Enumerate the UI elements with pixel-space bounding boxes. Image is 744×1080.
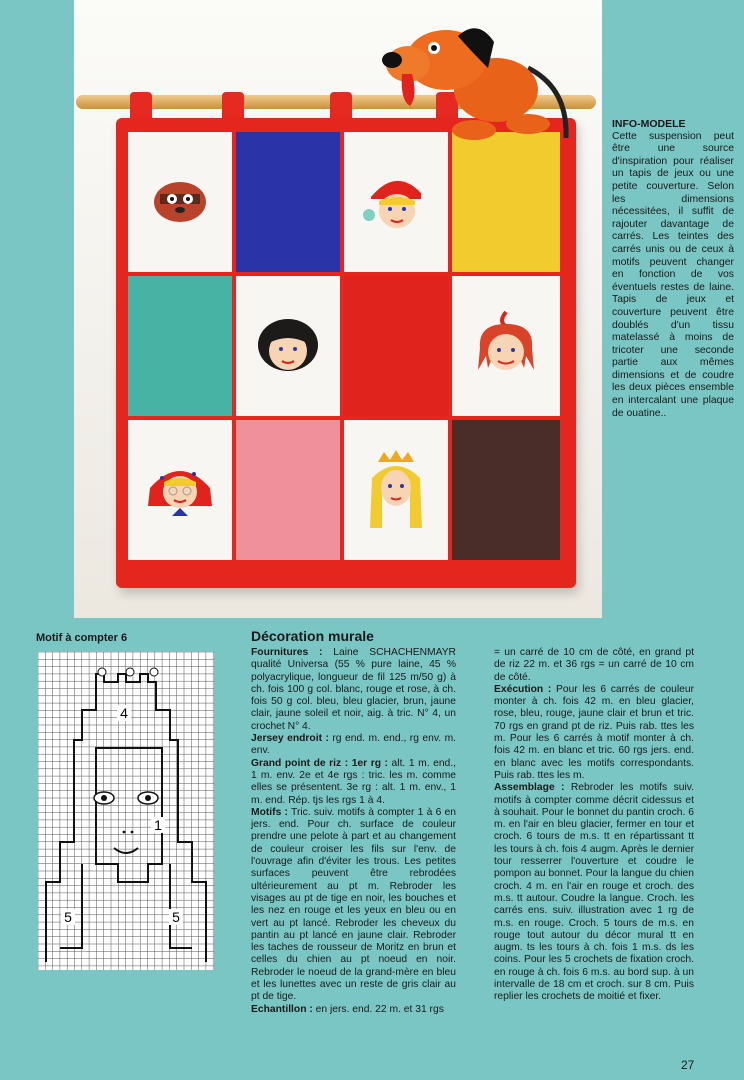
paragraph-text: alt. 1 m. end., 1 m. env. 2e et 4e rgs : tric. les m. comme elles se présentent. 3e rg : alt. 1 m. env., 1 m. end. Rép. tjs les rgs 1 à 4.	[251, 757, 457, 806]
article-title: Décoration murale	[251, 628, 374, 644]
paragraph-label: Exécution :	[494, 683, 552, 695]
page-number: 27	[681, 1058, 695, 1072]
princess-face-icon	[364, 448, 428, 532]
color-code-label: 5	[64, 909, 72, 925]
article-paragraph	[251, 733, 456, 758]
color-code-label: 5	[172, 909, 180, 925]
paragraph-label: Grand point de riz : 1er rg :	[251, 757, 388, 769]
article-paragraph	[251, 758, 456, 807]
toy-dog-icon	[378, 8, 578, 148]
grandma-face-icon	[142, 458, 218, 522]
info-title: INFO-MODELE	[612, 118, 686, 130]
square-moritz-motif	[452, 276, 560, 416]
article-paragraph	[494, 647, 694, 684]
girl-face-icon	[253, 311, 323, 381]
paragraph-text: Tric. suiv. motifs à compter 1 à 6 en jers. end. Pour ch. surface de couleur prendre une pelote à part et au changement de couleur croiser les fils sur l'env. de l'ouvrage afin d'éviter les trous. Les petites surfaces peuvent être rebrodées ultérieurement au pt m. Rebroder les visages au pt de tige en noir, les bouches et les nez en rouge et les yeux en bleu ou en vert au pt lancé. Rebroder les cheveux du pantin au pt lancé en jaune clair. Rebroder les taches de rousseur de Moritz en brun et celles du chien au pt noeud en noir. Rebroder le noeud de la grand-mère en bleu et les lunettes avec un reste de gris clair au pt de tige.	[251, 806, 456, 1003]
crown-jewel	[150, 668, 158, 676]
square-yellow	[452, 132, 560, 272]
motif-title: Motif à compter 6	[36, 632, 128, 644]
color-code-label: 4	[120, 705, 128, 721]
paragraph-label: Fournitures :	[251, 647, 323, 658]
article-paragraph	[494, 782, 694, 1003]
eye-pupil	[101, 795, 107, 801]
square-dog-motif	[128, 132, 232, 272]
puppet-face-icon	[361, 167, 431, 237]
paragraph-label: Motifs :	[251, 806, 288, 818]
paragraph-text: rg end. m. end., rg env. m. env.	[251, 733, 457, 757]
paragraph-label: Assemblage :	[494, 782, 565, 794]
article-column-2	[494, 647, 694, 1004]
article-paragraph	[251, 647, 456, 733]
nose-dot	[131, 831, 134, 834]
article-column-1	[251, 647, 456, 1016]
paragraph-text: Rebroder les motifs suiv. motifs à compter comme décrit cidessus et à souhait. Pour le bonnet du pantin croch. 6 m. en l'air en bleu glacier, fermer en tour et croch. 6 tours de m.s. tt en répartissant tt les tours à ch. fois 4 augm. Après le dernier tour resserrer l'ouverture et coudre le pompon au bonnet. Pour la langue du chien croch. 4 m. en l'air en rouge et croch. des m.s. tt autour. Coudre la langue. Croch. les carrés ens. suiv. illustration avec 1 rg de m.s. en rouge. Croch. 5 tours de m.s. en rouge tout autour du décor mural tt en augm. ts les tours à ch. fois 1 m.s. ds les coins. Pour les 5 crochets de fixation croch. en rouge à ch. fois 6 m.s. au bord sup. à un intervalle de 18 cm et croch. sur 8 cm. Puis replier les crochets de moitié et fixer.	[494, 782, 694, 1003]
square-princess-motif	[344, 420, 448, 560]
square-grandma-motif	[128, 420, 232, 560]
info-modele-box	[612, 118, 734, 420]
paragraph-text: Laine SCHACHENMAYR qualité Universa (55 % pure laine, 45 % polyacrylique, longueur de fil 125 m/50 g) à ch. fois 100 g col. blanc, rouge et rose, à ch. fois 50 g col. bleu, bleu glacier, brun, jaune clair, jaune soleil et noir, aig. à tric. N° 4, un crochet N° 4.	[251, 647, 456, 732]
square-girl-motif	[236, 276, 340, 416]
square-teal	[128, 276, 232, 416]
counting-chart	[38, 652, 214, 975]
article-paragraph	[251, 807, 456, 1004]
square-blue	[236, 132, 340, 272]
square-pink	[236, 420, 340, 560]
paragraph-text: Pour les 6 carrés de couleur monter à ch. fois 42 m. en bleu glacier, rose, bleu, rouge, jaune clair et brun et tric. 70 rgs en grand pt de riz. Puis rab. ttes les m. Pour les 6 carrés à motif monter à ch. fois 42 m. en blanc et tric. 60 rgs jers. end. en blanc avec les motifs correspondants. Puis rab. ttes les m.	[494, 683, 695, 781]
article-paragraph	[251, 1004, 456, 1016]
square-puppet-motif	[344, 132, 448, 272]
paragraph-text: en jers. end. 22 m. et 31 rgs	[312, 1003, 444, 1015]
product-photo	[74, 0, 602, 618]
knitted-wall-hanging	[116, 118, 576, 588]
paragraph-label: Echantillon :	[251, 1003, 313, 1015]
eye-pupil	[145, 795, 151, 801]
info-text: Cette suspension peut être une source d'inspiration pour réaliser un tapis de jeux ou une petite couverture. Selon les dimensions nécessitées, il suffit de rajouter davantage de carrés. Les teintes des carrés unis ou de ceux à motifs peuvent changer en fonction de vos éventuels restes de laine. Tapis de jeux et couverture peuvent être doublés d'un tissu matelassé à moins de tricoter une seconde partie aux mêmes dimensions et de coudre les deux pièces ensemble en intercalant une plaque de ouatine..	[612, 130, 734, 419]
dog-face-icon	[150, 172, 210, 232]
paragraph-label: Jersey endroit :	[251, 733, 329, 745]
square-red	[344, 276, 448, 416]
crown-jewel	[98, 668, 106, 676]
paragraph-text: = un carré de 10 cm de côté, en grand pt de riz 22 m. et 36 rgs = un carré de 10 cm de côté.	[494, 647, 694, 683]
crown-jewel	[126, 668, 134, 676]
motif-grid	[38, 652, 214, 970]
color-code-label: 1	[154, 817, 162, 833]
square-brown	[452, 420, 560, 560]
moritz-face-icon	[468, 308, 544, 384]
nose-dot	[123, 831, 126, 834]
article-paragraph	[494, 684, 694, 782]
